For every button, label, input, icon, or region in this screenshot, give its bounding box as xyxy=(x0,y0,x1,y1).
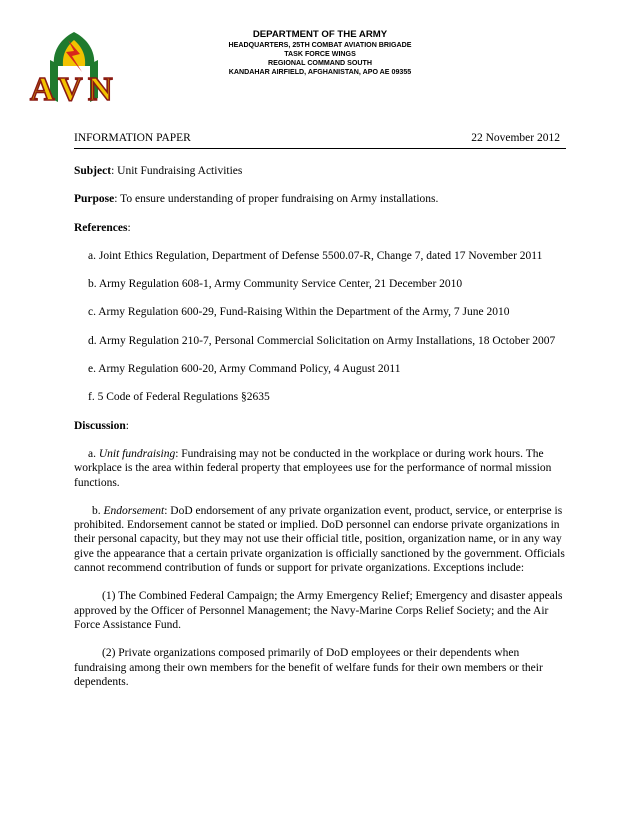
task-force-line: TASK FORCE WINGS xyxy=(284,50,356,58)
discussion-a xyxy=(74,447,566,490)
reference-f: f. 5 Code of Federal Regulations §2635 xyxy=(88,391,270,404)
purpose-text: : To ensure understanding of proper fundraising on Army installations. xyxy=(114,193,439,206)
discussion-b xyxy=(74,504,566,575)
discussion-b-prefix: b. xyxy=(92,504,104,517)
svg-text:N: N xyxy=(88,71,113,106)
headquarters-line: HEADQUARTERS, 25TH COMBAT AVIATION BRIGADE xyxy=(228,41,412,49)
reference-c: c. Army Regulation 600-29, Fund-Raising Within the Department of the Army, 7 June 2010 xyxy=(88,306,510,319)
subject-label: Subject xyxy=(74,165,112,177)
exception-1: (1) The Combined Federal Campaign; the Army Emergency Relief; Emergency and disaster appeals approved by the Officer of Personnel Management; the Navy-Marine Corps Relief Society; and the Air Force Assistance Fund. xyxy=(74,590,563,631)
avn-logo xyxy=(28,28,120,106)
discussion-a-text: : Fundraising may not be conducted in the workplace or during work hours. The workplace is the area within federal property that employees use for the performance of normal mission functions. xyxy=(74,447,552,489)
svg-text:A: A xyxy=(30,71,55,106)
purpose-label: Purpose xyxy=(74,193,115,206)
subject xyxy=(74,164,566,178)
address-line: KANDAHAR AIRFIELD, AFGHANISTAN, APO AE 09355 xyxy=(228,68,412,76)
reference-a: a. Joint Ethics Regulation, Department of Defense 5500.07-R, Change 7, dated 17 November 2011 xyxy=(88,249,543,262)
discussion-b-term: Endorsement xyxy=(103,504,165,517)
paper-header xyxy=(74,131,566,149)
exception-2: (2) Private organizations composed primarily of DoD employees or their dependents when fundraising among their own members for the benefit of welfare funds for their own members or their dependents. xyxy=(74,647,543,688)
subject-text: : Unit Fundraising Activities xyxy=(111,165,243,177)
letterhead xyxy=(180,29,460,77)
reference-d: d. Army Regulation 210-7, Personal Commercial Solicitation on Army Installations, 18 October 2007 xyxy=(88,334,556,347)
references-label: References xyxy=(74,221,128,234)
paper-date: 22 November 2012 xyxy=(471,132,560,144)
references-heading: References: xyxy=(74,221,131,234)
document-body xyxy=(74,164,566,703)
svg-text:V: V xyxy=(58,71,83,106)
regional-command-line: REGIONAL COMMAND SOUTH xyxy=(268,59,372,67)
reference-e: e. Army Regulation 600-20, Army Command Policy, 4 August 2011 xyxy=(88,363,401,376)
discussion-a-term: Unit fundraising xyxy=(98,447,176,460)
purpose xyxy=(74,192,566,206)
discussion-a-prefix: a. xyxy=(88,447,99,460)
paper-type: INFORMATION PAPER xyxy=(74,132,191,144)
discussion-b-text: : DoD endorsement of any private organization event, product, service, or enterprise is prohibited. Endorsement cannot be stated or implied. DoD personnel can endorse private organizations in their personal capacity, but they may not use their official title, position, organization name, or in any way give the appearance that a certain private organization is officially sanctioned by the government. Officials cannot recommend contribution of funds or support for private organizations. Exceptions include: xyxy=(74,504,565,575)
discussion-heading: Discussion: xyxy=(74,419,129,432)
reference-b: b. Army Regulation 608-1, Army Community Service Center, 21 December 2010 xyxy=(88,278,463,291)
discussion-label: Discussion xyxy=(74,419,126,432)
department-name: DEPARTMENT OF THE ARMY xyxy=(252,29,388,40)
